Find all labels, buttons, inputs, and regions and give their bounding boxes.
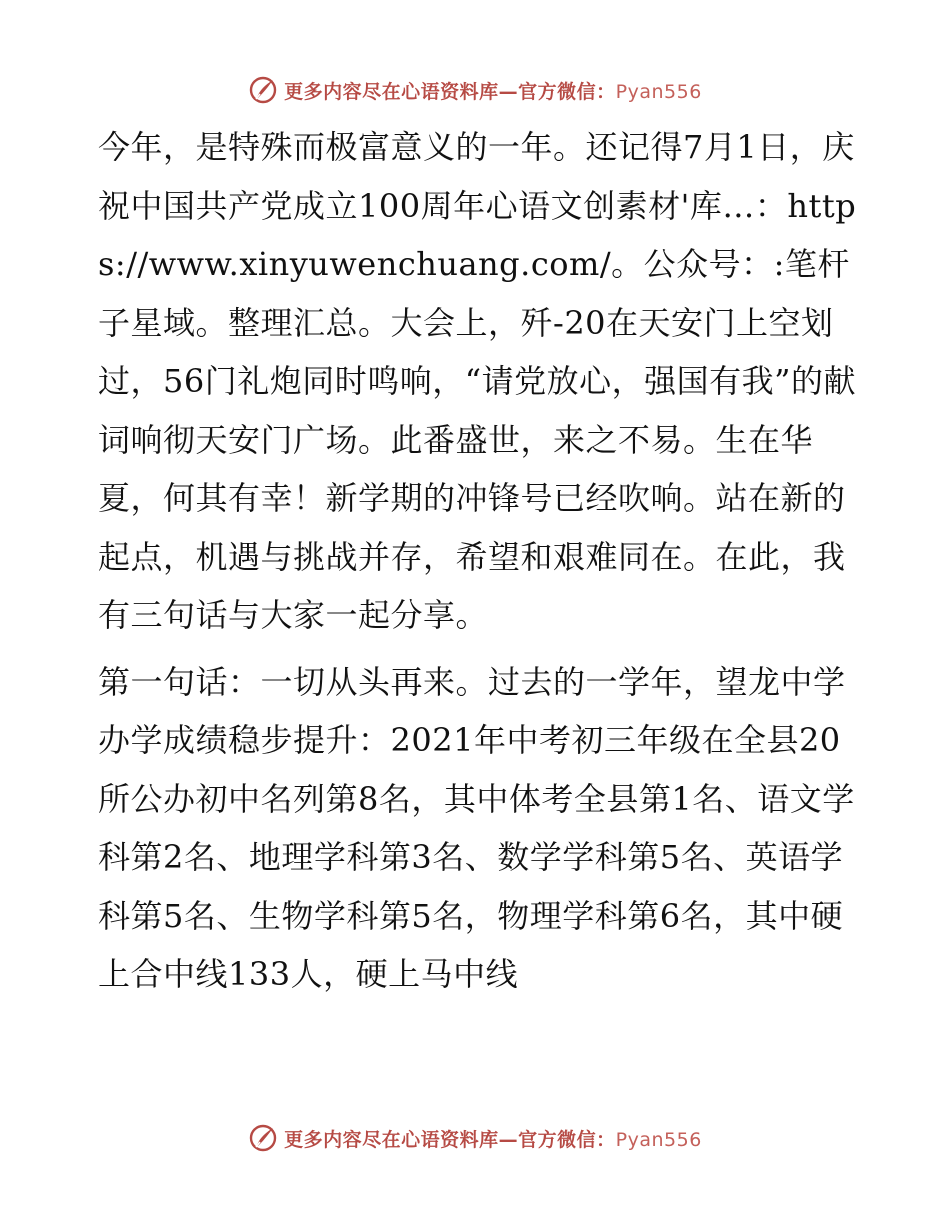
footer-banner-handle: Pyan556 (615, 1128, 702, 1151)
header-banner (0, 70, 950, 110)
footer-banner (0, 1118, 950, 1158)
quill-logo-icon (248, 1123, 278, 1153)
paragraph-1: 今年，是特殊而极富意义的一年。还记得7月1日，庆祝中国共产党成立100周年心语文创素材'库…：https://www.xinyuwenchuang.com/。公众号：:笔杆子星域。整理汇总。大会上，歼-20在天安门上空划过，56门礼炮同时鸣响，“请党放心，强国有我”的献词响彻天安门广场。此番盛世，来之不易。生在华夏，何其有幸！新学期的冲锋号已经吹响。站在新的起点，机遇与挑战并存，希望和艰难同在。在此，我有三句话与大家一起分享。 (98, 128, 857, 634)
document-body (98, 118, 858, 1004)
footer-banner-text: 更多内容尽在心语资料库—官方微信：Pyan556 (284, 1128, 702, 1151)
paragraph-2: 第一句话：一切从头再来。过去的一学年，望龙中学办学成绩稳步提升：2021年中考初三年级在全县20所公办初中名列第8名，其中体考全县第1名、语文学科第2名、地理学科第3名、数学学科第5名、英语学科第5名、生物学科第5名，物理学科第6名，其中硬上合中线133人，硬上马中线 (98, 662, 855, 993)
header-banner-text: 更多内容尽在心语资料库—官方微信：Pyan556 (284, 80, 702, 103)
quill-logo-icon (248, 75, 278, 105)
header-banner-handle: Pyan556 (615, 80, 702, 103)
